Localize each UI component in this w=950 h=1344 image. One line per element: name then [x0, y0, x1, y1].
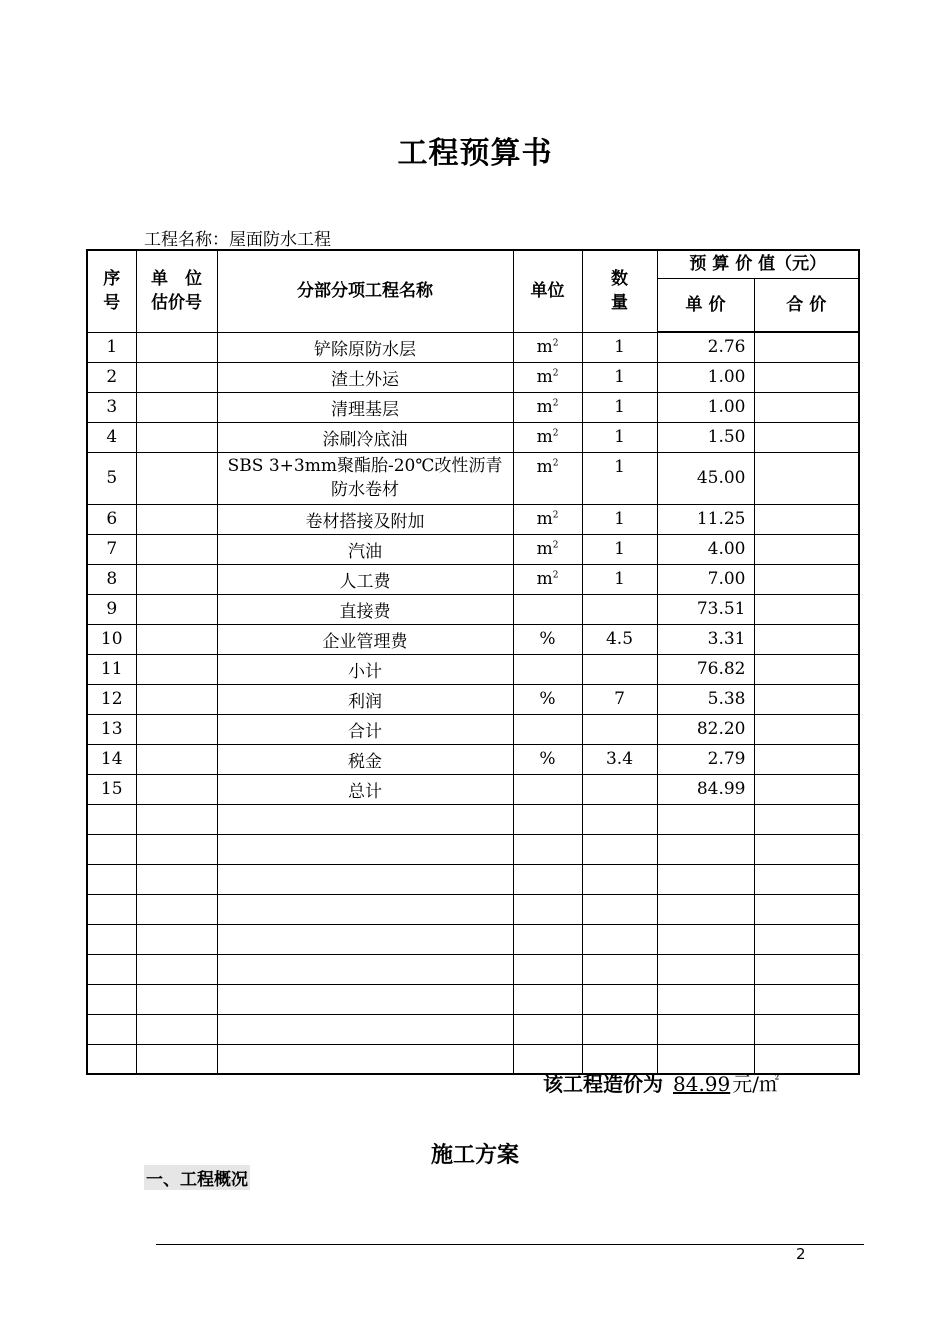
table-row	[87, 654, 859, 684]
empty-cell	[582, 924, 657, 954]
cell-quantity	[582, 774, 657, 804]
empty-table-row	[87, 894, 859, 924]
empty-table-row	[87, 954, 859, 984]
unit-text: m	[536, 508, 553, 529]
cell-item-name: SBS 3+3mm聚酯胎-20℃改性沥青防水卷材	[217, 452, 513, 504]
empty-cell	[136, 834, 217, 864]
unit-text: m	[536, 456, 553, 477]
cell-unit	[513, 594, 582, 624]
cell-unit-price-no	[136, 362, 217, 392]
footer-divider	[156, 1244, 864, 1245]
cell-unit-price: 1.00	[657, 392, 754, 422]
cell-unit-price: 2.79	[657, 744, 754, 774]
table-row	[87, 774, 859, 804]
empty-cell	[657, 834, 754, 864]
project-name-value: 屋面防水工程	[229, 230, 331, 250]
cell-unit-price-no	[136, 452, 217, 504]
empty-cell	[217, 804, 513, 834]
table-row	[87, 332, 859, 362]
cell-unit	[513, 392, 582, 422]
cell-total-price	[754, 654, 859, 684]
empty-cell	[87, 834, 136, 864]
project-name-label: 工程名称：	[144, 230, 229, 250]
table-row	[87, 504, 859, 534]
cell-total-price	[754, 392, 859, 422]
table-row	[87, 594, 859, 624]
header-unit-price-no: 单 位 估价号	[136, 250, 217, 332]
cell-unit-price-no	[136, 744, 217, 774]
unit-superscript: 2	[552, 337, 559, 348]
cell-no: 2	[87, 362, 136, 392]
cell-item-name: 人工费	[217, 564, 513, 594]
unit-superscript: 2	[552, 569, 559, 580]
cell-total-price	[754, 362, 859, 392]
unit-text: m	[536, 396, 553, 417]
budget-table-body	[87, 332, 859, 1074]
cell-quantity: 7	[582, 684, 657, 714]
cell-unit	[513, 714, 582, 744]
cell-item-name: 汽油	[217, 534, 513, 564]
header-seq: 序 号	[87, 250, 136, 332]
header-item-name: 分部分项工程名称	[217, 250, 513, 332]
unit-text: m	[536, 366, 553, 387]
empty-table-row	[87, 1014, 859, 1044]
unit-superscript: 2	[552, 427, 559, 438]
empty-cell	[217, 894, 513, 924]
empty-cell	[136, 1044, 217, 1074]
empty-cell	[582, 984, 657, 1014]
cell-unit-price-no	[136, 624, 217, 654]
empty-cell	[136, 894, 217, 924]
cell-item-name: 小计	[217, 654, 513, 684]
empty-cell	[754, 894, 859, 924]
cell-item-name: 利润	[217, 684, 513, 714]
cell-unit-price-no	[136, 564, 217, 594]
section-heading: 一、工程概况	[144, 1165, 250, 1190]
empty-cell	[217, 924, 513, 954]
cell-total-price	[754, 534, 859, 564]
header-budget-value: 预 算 价 值（元）	[657, 250, 859, 278]
cell-quantity: 1	[582, 332, 657, 362]
cell-quantity	[582, 654, 657, 684]
cell-quantity	[582, 594, 657, 624]
cell-total-price	[754, 332, 859, 362]
cell-item-name: 清理基层	[217, 392, 513, 422]
empty-cell	[582, 864, 657, 894]
unit-superscript: 2	[552, 509, 559, 520]
cell-item-name: 铲除原防水层	[217, 332, 513, 362]
empty-cell	[513, 924, 582, 954]
cell-no: 13	[87, 714, 136, 744]
empty-cell	[87, 954, 136, 984]
cell-quantity: 1	[582, 452, 657, 504]
cell-unit-price-no	[136, 774, 217, 804]
cell-quantity: 1	[582, 362, 657, 392]
cell-quantity: 1	[582, 392, 657, 422]
empty-cell	[754, 924, 859, 954]
cell-quantity: 1	[582, 422, 657, 452]
empty-cell	[754, 834, 859, 864]
empty-cell	[754, 984, 859, 1014]
unit-superscript: 2	[552, 539, 559, 550]
cell-quantity	[582, 714, 657, 744]
empty-cell	[217, 984, 513, 1014]
empty-cell	[136, 864, 217, 894]
unit-text: m	[536, 426, 553, 447]
unit-text: %	[539, 688, 556, 709]
empty-cell	[657, 954, 754, 984]
empty-cell	[657, 984, 754, 1014]
cell-no: 7	[87, 534, 136, 564]
header-unit-price: 单 价	[657, 278, 754, 332]
cell-no: 1	[87, 332, 136, 362]
cell-item-name: 卷材搭接及附加	[217, 504, 513, 534]
cell-item-name: 总计	[217, 774, 513, 804]
cell-unit-price-no	[136, 594, 217, 624]
empty-cell	[87, 924, 136, 954]
unit-superscript: 2	[552, 397, 559, 408]
unit-text: m	[536, 336, 553, 357]
empty-cell	[136, 1014, 217, 1044]
cell-item-name: 涂刷冷底油	[217, 422, 513, 452]
empty-cell	[87, 804, 136, 834]
table-row	[87, 564, 859, 594]
cost-summary-label: 该工程造价为	[543, 1072, 663, 1096]
table-row	[87, 422, 859, 452]
unit-text: %	[539, 628, 556, 649]
cell-quantity: 1	[582, 564, 657, 594]
empty-cell	[754, 864, 859, 894]
table-row	[87, 624, 859, 654]
cell-unit-price-no	[136, 654, 217, 684]
cell-no: 11	[87, 654, 136, 684]
cell-unit-price-no	[136, 684, 217, 714]
cell-unit-price-no	[136, 504, 217, 534]
empty-cell	[136, 804, 217, 834]
empty-cell	[657, 804, 754, 834]
cell-unit	[513, 564, 582, 594]
cell-unit-price-no	[136, 392, 217, 422]
empty-cell	[582, 804, 657, 834]
cell-item-name: 直接费	[217, 594, 513, 624]
empty-cell	[657, 1014, 754, 1044]
cell-item-name: 税金	[217, 744, 513, 774]
construction-plan-title: 施工方案	[430, 1143, 519, 1168]
empty-cell	[657, 864, 754, 894]
cell-quantity: 3.4	[582, 744, 657, 774]
budget-table	[86, 249, 860, 1075]
empty-cell	[582, 1014, 657, 1044]
cell-unit-price: 1.50	[657, 422, 754, 452]
cell-unit-price: 76.82	[657, 654, 754, 684]
cell-quantity: 1	[582, 534, 657, 564]
empty-table-row	[87, 924, 859, 954]
cell-no: 6	[87, 504, 136, 534]
table-row	[87, 362, 859, 392]
cell-unit	[513, 534, 582, 564]
cell-unit	[513, 362, 582, 392]
cell-item-name: 合计	[217, 714, 513, 744]
empty-table-row	[87, 804, 859, 834]
empty-cell	[582, 894, 657, 924]
table-row	[87, 534, 859, 564]
cell-unit-price: 3.31	[657, 624, 754, 654]
document-title: 工程预算书	[397, 136, 553, 171]
empty-cell	[657, 924, 754, 954]
cell-unit-price-no	[136, 422, 217, 452]
empty-cell	[217, 834, 513, 864]
cell-no: 9	[87, 594, 136, 624]
cell-unit-price: 7.00	[657, 564, 754, 594]
table-row	[87, 452, 859, 504]
header-total-price: 合 价	[754, 278, 859, 332]
cost-summary-unit: 元/㎡	[732, 1072, 780, 1096]
empty-cell	[217, 954, 513, 984]
empty-cell	[217, 864, 513, 894]
empty-cell	[87, 894, 136, 924]
cell-unit	[513, 684, 582, 714]
empty-cell	[217, 1014, 513, 1044]
empty-cell	[657, 894, 754, 924]
empty-cell	[217, 1044, 513, 1074]
cell-item-name: 企业管理费	[217, 624, 513, 654]
unit-text: m	[536, 538, 553, 559]
empty-cell	[582, 834, 657, 864]
cell-quantity: 1	[582, 504, 657, 534]
cell-unit	[513, 452, 582, 504]
cell-total-price	[754, 774, 859, 804]
cell-unit	[513, 744, 582, 774]
table-row	[87, 744, 859, 774]
empty-cell	[754, 804, 859, 834]
cell-total-price	[754, 594, 859, 624]
empty-cell	[513, 804, 582, 834]
empty-table-row	[87, 984, 859, 1014]
unit-superscript: 2	[552, 457, 559, 468]
empty-cell	[754, 954, 859, 984]
cell-unit-price-no	[136, 714, 217, 744]
cell-total-price	[754, 504, 859, 534]
header-unit: 单位	[513, 250, 582, 332]
cell-total-price	[754, 422, 859, 452]
cell-no: 4	[87, 422, 136, 452]
cell-unit-price: 82.20	[657, 714, 754, 744]
empty-cell	[136, 924, 217, 954]
empty-table-row	[87, 864, 859, 894]
empty-cell	[513, 894, 582, 924]
empty-cell	[136, 984, 217, 1014]
table-row	[87, 714, 859, 744]
cell-unit-price: 5.38	[657, 684, 754, 714]
project-name-line	[144, 225, 331, 250]
cell-unit-price-no	[136, 534, 217, 564]
cell-no: 12	[87, 684, 136, 714]
table-row	[87, 684, 859, 714]
cell-unit-price: 11.25	[657, 504, 754, 534]
empty-cell	[87, 1014, 136, 1044]
empty-cell	[582, 954, 657, 984]
cell-no: 8	[87, 564, 136, 594]
cell-unit	[513, 624, 582, 654]
empty-cell	[754, 1014, 859, 1044]
page-number: 2	[796, 1245, 806, 1263]
cell-total-price	[754, 714, 859, 744]
cell-unit-price: 2.76	[657, 332, 754, 362]
cell-unit-price: 45.00	[657, 452, 754, 504]
unit-superscript: 2	[552, 367, 559, 378]
empty-cell	[87, 1044, 136, 1074]
cell-unit-price: 4.00	[657, 534, 754, 564]
cell-no: 14	[87, 744, 136, 774]
empty-cell	[87, 984, 136, 1014]
cell-total-price	[754, 624, 859, 654]
cell-unit	[513, 774, 582, 804]
cell-total-price	[754, 452, 859, 504]
unit-text: m	[536, 568, 553, 589]
cell-unit-price: 73.51	[657, 594, 754, 624]
empty-cell	[513, 984, 582, 1014]
empty-cell	[513, 864, 582, 894]
cell-unit-price: 1.00	[657, 362, 754, 392]
cell-total-price	[754, 684, 859, 714]
empty-cell	[513, 1014, 582, 1044]
empty-table-row	[87, 834, 859, 864]
header-quantity: 数 量	[582, 250, 657, 332]
cost-summary	[543, 1068, 779, 1097]
cell-unit-price-no	[136, 332, 217, 362]
cell-unit	[513, 332, 582, 362]
cell-no: 5	[87, 452, 136, 504]
cell-no: 10	[87, 624, 136, 654]
empty-cell	[513, 954, 582, 984]
cell-unit	[513, 504, 582, 534]
cell-quantity: 4.5	[582, 624, 657, 654]
cell-total-price	[754, 564, 859, 594]
empty-cell	[136, 954, 217, 984]
table-row	[87, 392, 859, 422]
cost-summary-value: 84.99	[673, 1072, 731, 1096]
empty-cell	[87, 864, 136, 894]
unit-text: %	[539, 748, 556, 769]
cell-unit	[513, 654, 582, 684]
cell-total-price	[754, 744, 859, 774]
cell-no: 15	[87, 774, 136, 804]
cell-item-name: 渣土外运	[217, 362, 513, 392]
empty-cell	[513, 834, 582, 864]
cell-unit-price: 84.99	[657, 774, 754, 804]
cell-no: 3	[87, 392, 136, 422]
cell-unit	[513, 422, 582, 452]
